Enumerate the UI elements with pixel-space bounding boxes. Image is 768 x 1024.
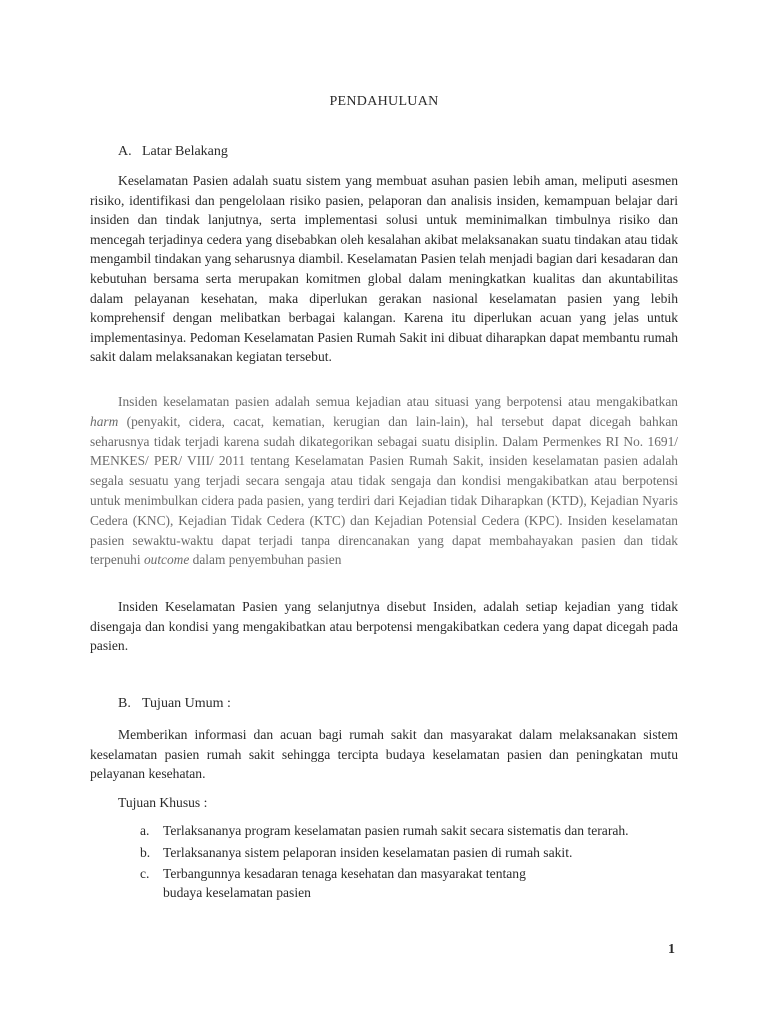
section-a-paragraph-1: [90, 171, 678, 367]
section-a-paragraph-3: [90, 597, 678, 656]
section-b-paragraph-1: [90, 725, 678, 784]
paragraph-text: (penyakit, cidera, cacat, kematian, kerugian dan lain-lain), hal tersebut dapat dicegah bahkan seharusnya tidak terjadi karena sudah dikategorikan sebagai suatu disiplin. Dalam Permenkes RI No. 1691/ MENKES/ PER/ VIII/ 2011 tentang Keselamatan Pasien Rumah Sakit, insiden keselamatan pasien adalah segala sesuatu yang terjadi secara sengaja atau tidak sengaja dan kondisi mengakibatkan atau berpotensi untuk menimbulkan cidera pada pasien, yang terdiri dari Kejadian tidak Diharapkan (KTD), Kejadian Nyaris Cedera (KNC), Kejadian Tidak Cedera (KTC) dan Kejadian Potensial Cedera (KPC). Insiden keselamatan pasien sewaktu-waktu dapat terjadi tanpa direncanakan yang dapat membahayakan pasien dan tidak terpenuhi: [90, 413, 678, 568]
section-b-heading: [118, 696, 231, 712]
list-item-text: Terlaksananya sistem pelaporan insiden keselamatan pasien di rumah sakit.: [163, 844, 573, 860]
section-a-title: Latar Belakang: [142, 144, 228, 159]
list-marker: c.: [140, 866, 150, 881]
document-title: PENDAHULUAN: [329, 94, 439, 109]
paragraph-text: Insiden keselamatan pasien adalah semua kejadian atau situasi yang berpotensi atau mengakibatkan: [118, 394, 678, 409]
page-number: 1: [668, 942, 675, 957]
list-item-text-line-1: Terbangunnya kesadaran tenaga kesehatan dan masyarakat tentang: [163, 866, 526, 881]
paragraph-text: dalam penyembuhan pasien: [192, 552, 342, 568]
list-marker: a.: [140, 823, 150, 838]
paragraph-text: Keselamatan Pasien adalah suatu sistem yang membuat asuhan pasien lebih aman, meliputi asesmen risiko, identifikasi dan pengelolaan risiko pasien, pelaporan dan analisis insiden, kemampuan belajar dari insiden dan tindak lanjutnya, serta implementasi solusi untuk meminimalkan timbulnya risiko dan mencegah terjadinya cedera yang disebabkan oleh kesalahan akibat melaksanakan suatu tindakan atau tidak mengambil tindakan yang seharusnya diambil. Keselamatan Pasien telah menjadi bagian dari kesadaran dan kebutuhan bersama serta merupakan komitmen global dalam meningkatkan kualitas dan akuntabilitas dalam pelayanan kesehatan, maka diperlukan gerakan nasional keselamatan pasien yang lebih komprehensif dengan melibatkan berbagai kalangan. Karena itu diperlukan acuan yang jelas untuk implementasinya. Pedoman Keselamatan Pasien Rumah Sakit ini dibuat diharapkan dapat membantu rumah sakit dalam melaksanakan kegiatan tersebut.: [90, 173, 678, 365]
paragraph-text: Insiden Keselamatan Pasien yang selanjutnya disebut Insiden, adalah setiap kejadian yang tidak disengaja dan kondisi yang mengakibatkan atau berpotensi mengakibatkan cedera yang dapat dicegah pada pasien.: [90, 599, 678, 654]
list-item-text: Terlaksananya program keselamatan pasien rumah sakit secara sistematis dan terarah.: [163, 823, 629, 838]
list-item-text-line-2: budaya keselamatan pasien: [163, 884, 311, 900]
section-b-letter: B.: [118, 696, 131, 711]
italic-term-harm: harm: [90, 413, 119, 429]
sub-heading-tujuan-khusus: Tujuan Khusus :: [118, 795, 208, 810]
italic-term-outcome: outcome: [143, 552, 190, 568]
section-b-title: Tujuan Umum :: [142, 696, 231, 711]
section-a-heading: [118, 144, 228, 160]
list-item: [140, 822, 678, 841]
list-item: [140, 865, 678, 902]
list-item: [140, 844, 678, 863]
list-marker: b.: [140, 844, 151, 860]
paragraph-text: Memberikan informasi dan acuan bagi rumah sakit dan masyarakat dalam melaksanakan sistem keselamatan pasien rumah sakit sehingga tercipta budaya keselamatan pasien dan peningkatan mutu pelayanan kesehatan.: [90, 727, 678, 782]
section-a-paragraph-2: [90, 392, 678, 570]
objectives-list: [140, 822, 678, 905]
section-a-letter: A.: [118, 144, 132, 159]
